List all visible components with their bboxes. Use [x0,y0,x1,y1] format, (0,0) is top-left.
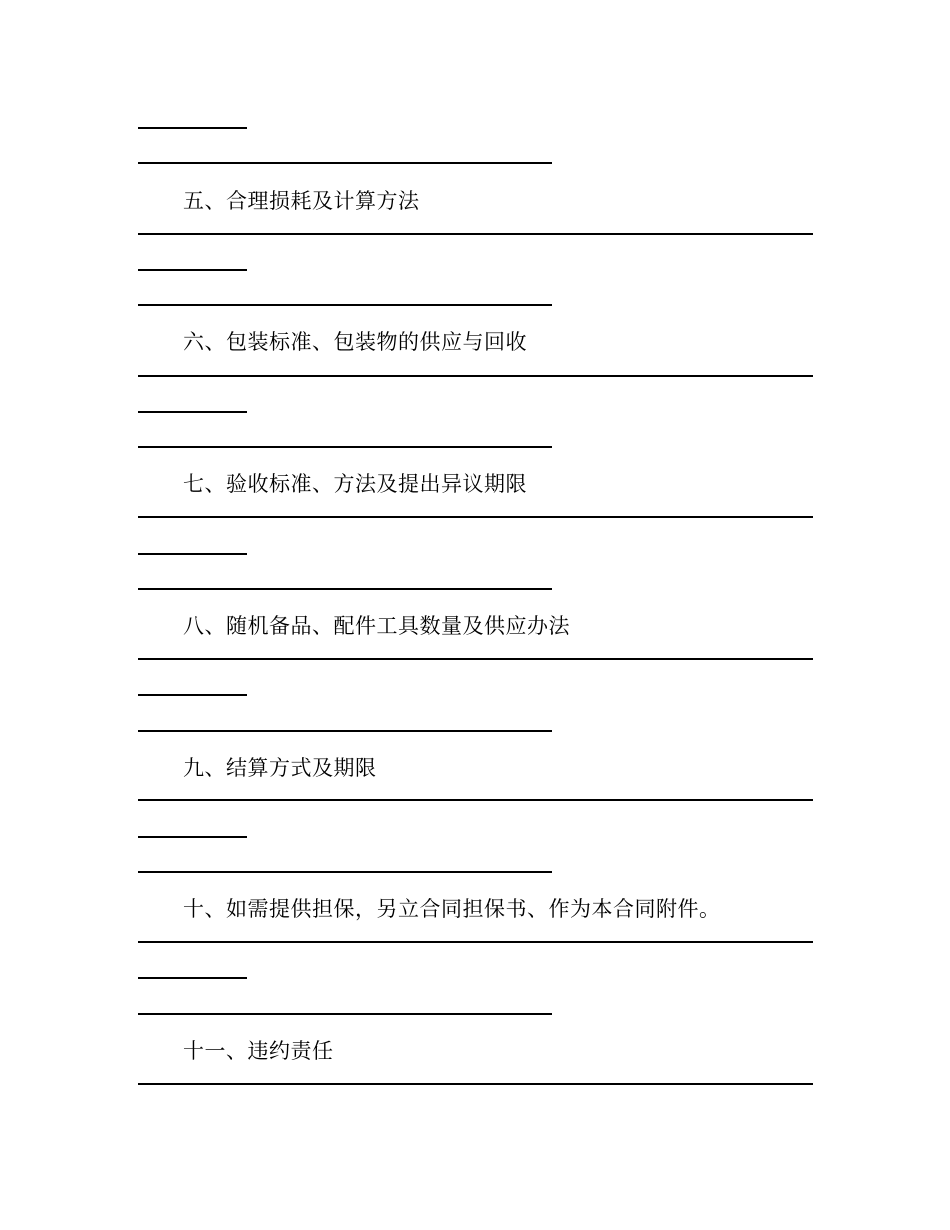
blank-line [138,233,813,235]
section-heading: 十一、违约责任 [183,1039,334,1063]
blank-line [138,269,247,271]
blank-line [138,304,552,306]
section-heading: 十、如需提供担保，另立合同担保书、作为本合同附件。 [183,897,721,921]
blank-line [138,162,552,164]
section-heading: 九、结算方式及期限 [183,756,377,780]
blank-line [138,411,247,413]
blank-line [138,694,247,696]
section-heading: 七、验收标准、方法及提出异议期限 [183,472,527,496]
blank-line [138,977,247,979]
blank-line [138,1013,552,1015]
blank-line [138,730,552,732]
blank-line [138,127,247,129]
section-heading: 五、合理损耗及计算方法 [183,189,420,213]
blank-line [138,588,552,590]
blank-line [138,375,813,377]
section-heading: 八、随机备品、配件工具数量及供应办法 [183,614,570,638]
blank-line [138,871,552,873]
blank-line [138,553,247,555]
blank-line [138,658,813,660]
blank-line [138,941,813,943]
section-heading: 六、包装标准、包装物的供应与回收 [183,330,527,354]
blank-line [138,516,813,518]
blank-line [138,799,813,801]
blank-line [138,1083,813,1085]
blank-line [138,836,247,838]
blank-line [138,446,552,448]
